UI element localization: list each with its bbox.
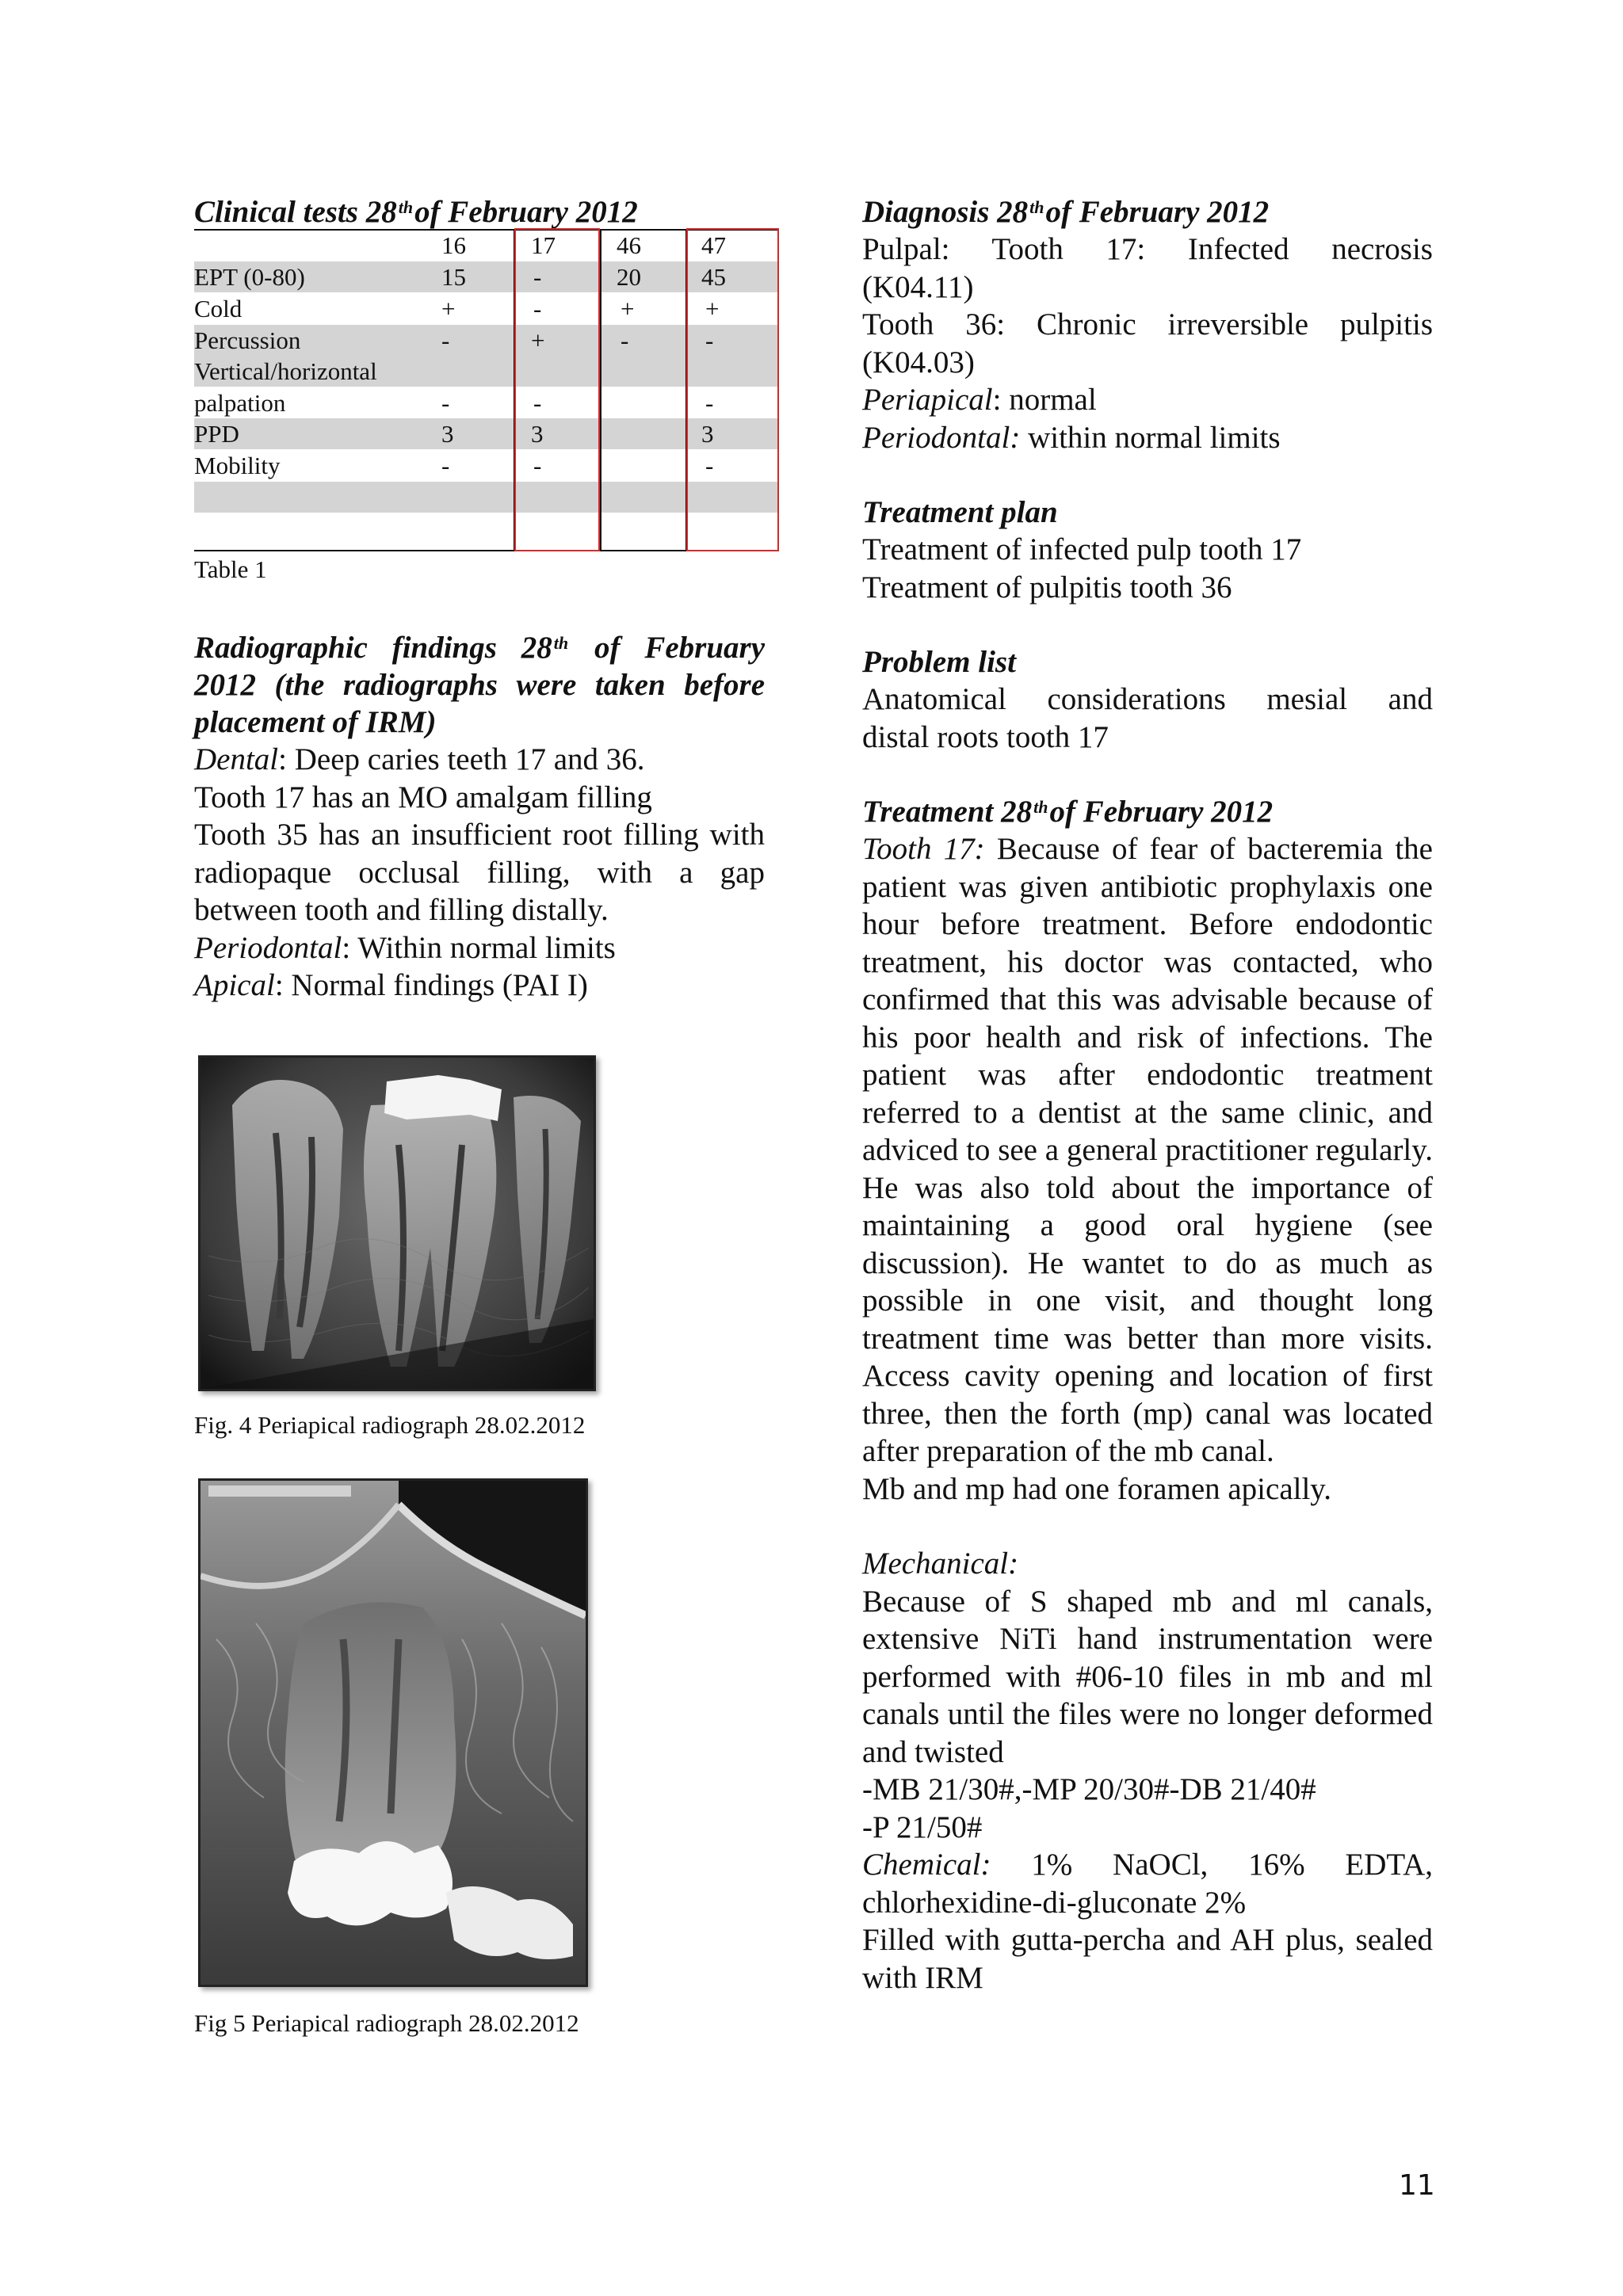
root-filling-text: Tooth 35 has an insufficient root filling with radiopaque occlusal filling, with a gap between tooth and filling distally. — [194, 818, 765, 927]
row-label: Vertical/horizontal — [194, 357, 377, 385]
table-caption: Table 1 — [194, 555, 267, 583]
diagnosis-title-a: Diagnosis 28 — [862, 195, 1029, 229]
row-label: PPD — [194, 420, 239, 448]
table-cell: + — [621, 295, 635, 322]
fig4-radiograph-image — [200, 1058, 594, 1389]
table-cell: - — [621, 326, 629, 354]
table-cell: 15 — [441, 263, 466, 291]
pulpal-line-2b: (K04.03) — [862, 345, 975, 379]
apical-text: : Normal findings (PAI I) — [274, 968, 588, 1002]
table-header-47: 47 — [701, 231, 726, 259]
treatment-paragraph — [862, 830, 1433, 1470]
table-cell: - — [705, 452, 714, 479]
diagnosis-title-b: of February 2012 — [1045, 195, 1270, 229]
table-cell: 3 — [701, 420, 714, 448]
radiographic-section — [194, 629, 765, 1005]
radiographic-title-a: Radiographic findings 28 — [194, 631, 552, 665]
treatment-text: Because of fear of bacteremia the patient was given antibiotic prophylaxis one hour before treatment. Before endodontic treatment, his doctor was contacted, who confirmed that this was advisable because of his poor health and risk of infections. The patient was after endodontic treatment referred to a dentist at the same clinic, and adviced to see a general practitioner regularly. He was also told about the importance of maintaining a good oral hygiene (see discussion). He wantet to do as much as possible in one visit, and thought long treatment time was better than more visits. Access cavity opening and location of first three, then the forth (mp) canal was located after preparation of the mb canal. — [862, 832, 1433, 1468]
treatment-title-a: Treatment 28 — [862, 795, 1033, 829]
perio-label: Periodontal — [194, 930, 342, 965]
treatment-title-sup: th — [1033, 797, 1048, 817]
fig5-caption: Fig 5 Periapical radiograph 28.02.2012 — [194, 2009, 579, 2037]
right-column — [862, 193, 1433, 1997]
amalgam-line: Tooth 17 has an MO amalgam filling — [194, 780, 652, 814]
table-cell: + — [531, 326, 545, 354]
diagnosis-title — [862, 193, 1433, 231]
table-cell: - — [441, 389, 450, 417]
apical-line — [194, 967, 765, 1005]
mechanical-label: Mechanical: — [862, 1547, 1019, 1581]
table-cell: 3 — [531, 420, 544, 448]
page-number: 11 — [1399, 2169, 1435, 2202]
table-header-46: 46 — [617, 231, 641, 259]
chemical-label: Chemical: — [862, 1848, 991, 1882]
radiographic-title — [194, 629, 765, 741]
problem-title: Problem list — [862, 645, 1016, 679]
filled-text: Filled with gutta-percha and AH plus, sealed with IRM — [862, 1923, 1433, 1995]
row-label: Cold — [194, 295, 242, 322]
periapical-label: Periapical — [862, 383, 993, 417]
row-label: EPT (0-80) — [194, 263, 305, 291]
sizes-line-1: -MB 21/30#,-MP 20/30#-DB 21/40# — [862, 1772, 1316, 1806]
table-cell: 20 — [617, 263, 641, 291]
dental-text: : Deep caries teeth 17 and 36. — [278, 742, 645, 776]
perio-text: : Within normal limits — [342, 930, 616, 965]
table-cell: + — [705, 295, 720, 322]
pulpal-line-1: Pulpal: Tooth 17: Infected necrosis — [862, 232, 1433, 266]
chemical-line — [862, 1846, 1433, 1921]
table-cell: - — [533, 389, 542, 417]
plan-line-1: Treatment of infected pulp tooth 17 — [862, 532, 1302, 566]
table-cell: - — [533, 295, 542, 322]
chemical-text: 1% NaOCl, 16% EDTA, chlorhexidine-di-gluconate 2% — [862, 1848, 1433, 1920]
dental-label: Dental — [194, 742, 279, 776]
perio-line — [194, 929, 765, 967]
table-cell: - — [441, 452, 450, 479]
clinical-table — [194, 230, 779, 551]
radiographic-title-b: of February 2012 (the radiographs were taken before placement of IRM) — [194, 631, 766, 739]
fig5-radiograph — [198, 1478, 588, 1987]
periodontal-label: Periodontal: — [862, 420, 1021, 455]
table-header-16: 16 — [441, 231, 466, 259]
fig5-radiograph-image — [200, 1481, 586, 1985]
mechanical-text: Because of S shaped mb and ml canals, extensive NiTi hand instrumentation were performed with #06-10 files in mb and ml canals until the files were no longer deformed and twisted — [862, 1584, 1433, 1769]
clinical-title — [194, 193, 765, 231]
plan-title: Treatment plan — [862, 495, 1058, 529]
problem-line-1: Anatomical considerations mesial and — [862, 682, 1433, 716]
dental-line — [194, 741, 765, 779]
fig4-radiograph — [198, 1055, 596, 1391]
red-highlight-box — [514, 228, 600, 551]
diagnosis-title-sup: th — [1029, 197, 1044, 217]
table-cell: - — [705, 326, 714, 354]
red-highlight-box — [686, 228, 779, 551]
periodontal-line — [862, 419, 1433, 457]
clinical-title-sup: th — [398, 197, 414, 217]
row-label: palpation — [194, 389, 286, 417]
periodontal-text: within normal limits — [1020, 420, 1281, 455]
table-cell: - — [533, 452, 542, 479]
fig4-caption: Fig. 4 Periapical radiograph 28.02.2012 — [194, 1411, 586, 1439]
periapical-text: : normal — [992, 383, 1097, 417]
pulpal-line-2: Tooth 36: Chronic irreversible pulpitis — [862, 307, 1433, 341]
table-cell: 45 — [701, 263, 726, 291]
table-cell: - — [705, 389, 714, 417]
table-cell: + — [441, 295, 456, 322]
clinical-title-b: of February 2012 — [414, 195, 638, 229]
table-cell: - — [441, 326, 450, 354]
row-label: Mobility — [194, 452, 281, 479]
table-cell: 3 — [441, 420, 454, 448]
clinical-title-a: Clinical tests 28 — [194, 195, 397, 229]
sizes-line-2: -P 21/50# — [862, 1810, 983, 1844]
apical-label: Apical — [194, 968, 275, 1002]
table-cell: - — [533, 263, 542, 291]
periapical-line — [862, 381, 1433, 419]
table-rule — [600, 230, 601, 551]
treatment-title-b: of February 2012 — [1049, 795, 1274, 829]
treatment-last-line: Mb and mp had one foramen apically. — [862, 1471, 1332, 1506]
radiographic-title-sup: th — [553, 633, 569, 653]
problem-line-2: distal roots tooth 17 — [862, 719, 1109, 754]
plan-line-2: Treatment of pulpitis tooth 36 — [862, 570, 1232, 605]
row-label: Percussion — [194, 326, 301, 354]
pulpal-line-1b: (K04.11) — [862, 269, 974, 304]
treatment-title — [862, 793, 1433, 830]
table-rule — [194, 550, 685, 551]
table-header-17: 17 — [531, 231, 556, 259]
treatment-tooth-label: Tooth 17: — [862, 832, 985, 866]
